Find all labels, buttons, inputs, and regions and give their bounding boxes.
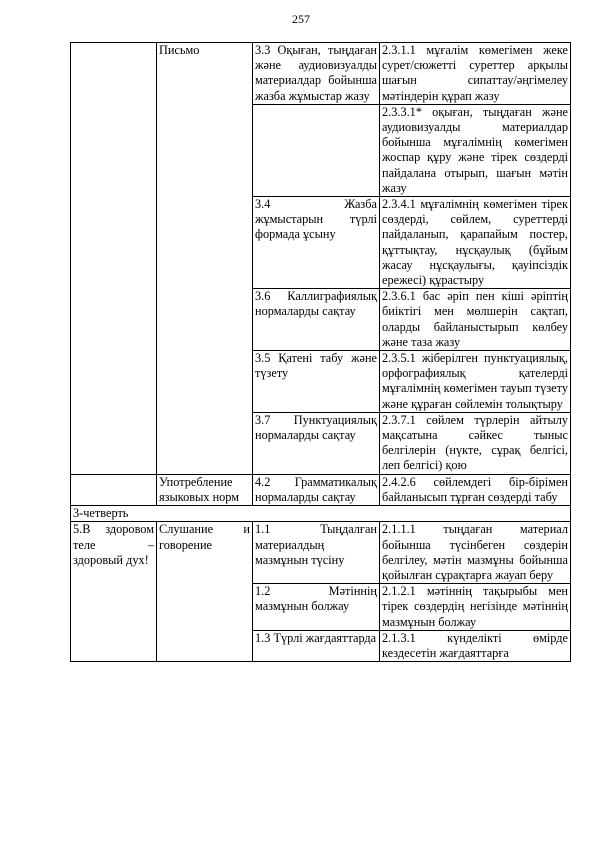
objective-cell: 3.6 Каллиграфиялық нормаларды сақтау bbox=[253, 289, 380, 351]
objective-cell: 1.1 Тыңдалған материалдың мазмұнын түсіну bbox=[253, 522, 380, 584]
objective-cell: 1.2 Мәтіннің мазмұнын болжау bbox=[253, 584, 380, 631]
outcome-cell: 2.4.2.6 сөйлемдегі бір-бірімен байланысып тұрған сөздерді табу bbox=[380, 474, 571, 505]
objective-cell: 3.4 Жазба жұмыстарын түрлі формада ұсыну bbox=[253, 197, 380, 289]
objective-cell: 3.7 Пунктуациялық нормаларды сақтау bbox=[253, 412, 380, 474]
skill-cell: Слушание и говорение bbox=[157, 522, 253, 662]
outcome-cell: 2.3.5.1 жіберілген пунктуациялық, орфографиялық қателерді мұғалімнің көмегімен тауып түзету және құраған сөйлемін толықтыру bbox=[380, 351, 571, 413]
theme-cell: 5.В здоровом теле – здоровый дух! bbox=[71, 522, 157, 662]
skill-cell: Письмо bbox=[157, 43, 253, 475]
objective-cell: 1.3 Түрлі жағдаяттарда bbox=[253, 630, 380, 661]
outcome-cell: 2.3.6.1 бас әріп пен кіші әріптің биіктігі мен мөлшерін сақтап, оларды байланыстырып көлбеу және таза жазу bbox=[380, 289, 571, 351]
table-row bbox=[71, 522, 571, 584]
quarter-label: 3-четверть bbox=[71, 506, 571, 522]
quarter-row bbox=[71, 506, 571, 522]
page-number: 257 bbox=[292, 12, 310, 26]
outcome-cell: 2.3.4.1 мұғалімнің көмегімен тірек сөздерді, сөйлем, суреттерді пайдаланып, қарапайым постер, құттықтау, нұсқаулық (бұйым жасау нұсқаулығы, қауіпсіздік ережесі) құрастыру bbox=[380, 197, 571, 289]
table-row bbox=[71, 43, 571, 105]
theme-cell-empty bbox=[71, 43, 157, 475]
objective-cell: 3.3 Оқыған, тыңдаған және аудиовизуалды материалдар бойынша жазба жұмыстар жазу bbox=[253, 43, 380, 105]
table-row bbox=[71, 474, 571, 505]
objective-cell-empty bbox=[253, 104, 380, 196]
outcome-cell: 2.1.2.1 мәтіннің тақырыбы мен тірек сөздердің негізінде мәтіннің мазмұнын болжау bbox=[380, 584, 571, 631]
skill-cell: Употребление языковых норм bbox=[157, 474, 253, 505]
theme-cell-empty bbox=[71, 474, 157, 505]
curriculum-table bbox=[70, 42, 571, 662]
outcome-cell: 2.3.7.1 сөйлем түрлерін айтылу мақсатына сәйкес тыныс белгілерін (нүкте, сұрақ белгісі, леп белгісі) қою bbox=[380, 412, 571, 474]
outcome-cell: 2.1.3.1 күнделікті өмірде кездесетін жағдаяттарға bbox=[380, 630, 571, 661]
outcome-cell: 2.3.3.1* оқыған, тыңдаған және аудиовизуалды материалдар бойынша мұғалімнің көмегімен жоспар құру және тірек сөздерді пайдалана отырып, шағын мәтін жазу bbox=[380, 104, 571, 196]
objective-cell: 3.5 Қатені табу және түзету bbox=[253, 351, 380, 413]
outcome-cell: 2.3.1.1 мұғалім көмегімен жеке сурет/сюжетті суреттер арқылы шағын сипаттау/әңгімелеу мәтіндерін құрап жазу bbox=[380, 43, 571, 105]
objective-cell: 4.2 Грамматикалық нормаларды сақтау bbox=[253, 474, 380, 505]
outcome-cell: 2.1.1.1 тыңдаған материал бойынша түсінбеген сөздерін белгілеу, мәтін мазмұны бойынша қойылған сұрақтарға жауап беру bbox=[380, 522, 571, 584]
